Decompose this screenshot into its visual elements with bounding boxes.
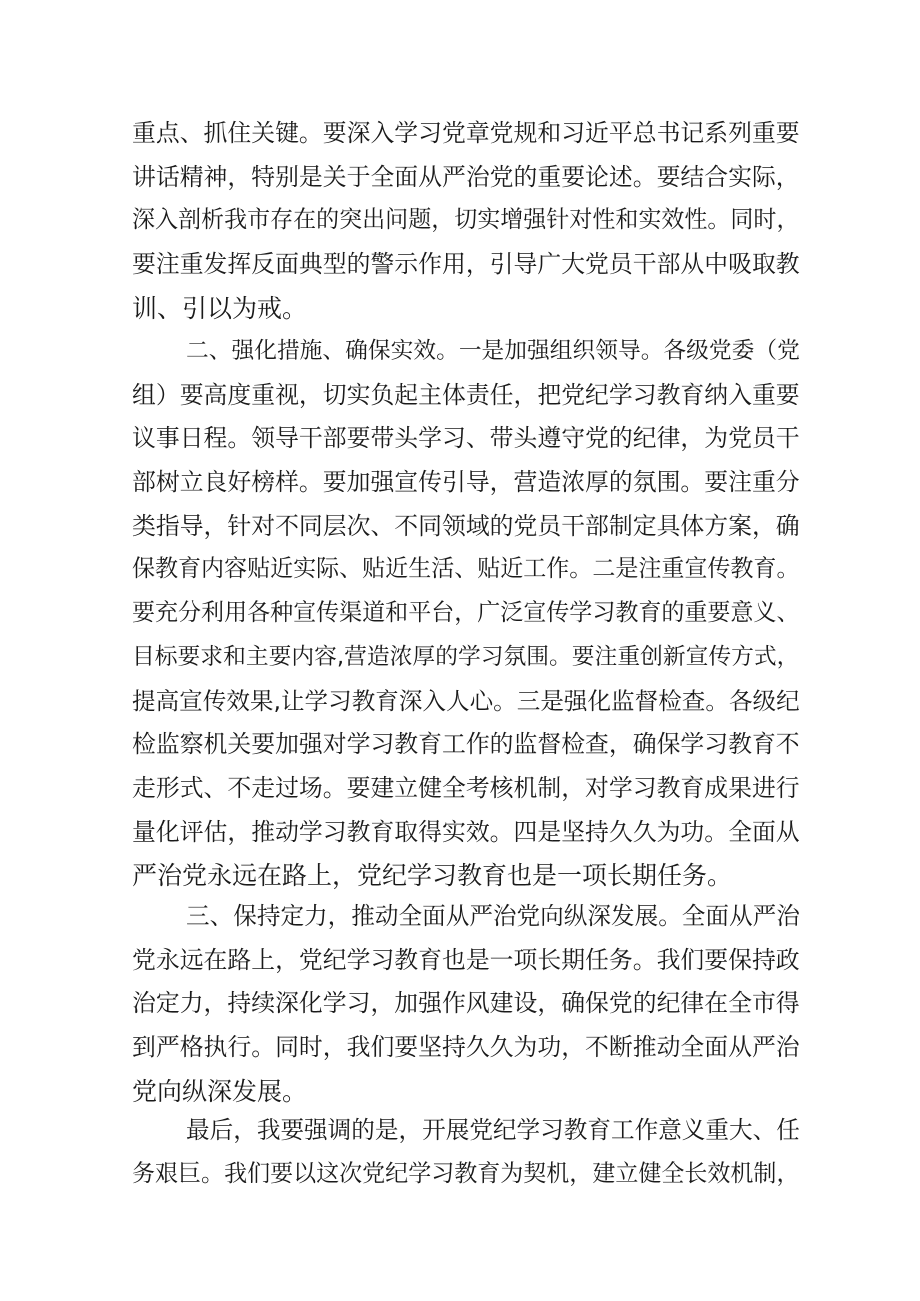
paragraph-line: 党向纵深发展。 xyxy=(132,1076,308,1106)
paragraph-line: 严治党永远在路上，党纪学习教育也是一项长期任务。 xyxy=(132,861,733,891)
paragraph-line: 组）要高度重视，切实负起主体责任，把党纪学习教育纳入重要 xyxy=(132,380,800,409)
paragraph-line: 三、保持定力，推动全面从严治党向纵深发展。全面从严治 xyxy=(186,902,800,930)
paragraph-line: 重点、抓住关键。要深入学习党章党规和习近平总书记系列重要 xyxy=(132,119,800,147)
paragraph-line: 议事日程。领导干部要带头学习、带头遵守党的纪律，为党员干 xyxy=(132,424,800,453)
paragraph-line: 二、强化措施、确保实效。一是加强组织领导。各级党委（党 xyxy=(186,338,800,364)
paragraph-line: 提高宣传效果,让学习教育深入人心。三是强化监督检查。各级纪 xyxy=(132,686,800,715)
paragraph-line: 党永远在路上，党纪学习教育也是一项长期任务。我们要保持政 xyxy=(132,945,800,974)
paragraph-line: 深入剖析我市存在的突出问题，切实增强针对性和实效性。同时， xyxy=(132,207,800,234)
paragraph-2 xyxy=(132,330,800,898)
paragraph-line: 要注重发挥反面典型的警示作用，引导广大党员干部从中吸取教 xyxy=(132,250,800,279)
paragraph-4 xyxy=(132,1109,800,1196)
paragraph-line: 治定力，持续深化学习，加强作风建设，确保党的纪律在全市得 xyxy=(132,989,800,1018)
paragraph-line: 保教育内容贴近实际、贴近生活、贴近工作。二是注重宣传教育。 xyxy=(132,556,800,583)
paragraph-line: 讲话精神，特别是关于全面从严治党的重要论述。要结合实际， xyxy=(132,162,800,191)
paragraph-3 xyxy=(132,895,800,1113)
paragraph-line: 要充分利用各种宣传渠道和平台，广泛宣传学习教育的重要意义、 xyxy=(132,600,800,627)
paragraph-line: 走形式、不走过场。要建立健全考核机制，对学习教育成果进行 xyxy=(132,773,800,802)
paragraph-line: 务艰巨。我们要以这次党纪学习教育为契机，建立健全长效机制， xyxy=(132,1160,800,1187)
paragraph-line: 训、引以为戒。 xyxy=(132,293,308,323)
paragraph-line: 量化评估，推动学习教育取得实效。四是坚持久久为功。全面从 xyxy=(132,817,800,846)
paragraph-line: 最后，我要强调的是，开展党纪学习教育工作意义重大、任 xyxy=(186,1116,800,1144)
paragraph-line: 部树立良好榜样。要加强宣传引导，营造浓厚的氛围。要注重分 xyxy=(132,468,800,497)
paragraph-line: 目标要求和主要内容,营造浓厚的学习氛围。要注重创新宣传方式， xyxy=(132,643,800,670)
paragraph-1 xyxy=(132,112,800,330)
paragraph-line: 检监察机关要加强对学习教育工作的监督检查，确保学习教育不 xyxy=(132,730,800,759)
paragraph-line: 到严格执行。同时，我们要坚持久久为功，不断推动全面从严治 xyxy=(132,1033,800,1062)
paragraph-line: 类指导，针对不同层次、不同领域的党员干部制定具体方案，确 xyxy=(132,511,800,540)
